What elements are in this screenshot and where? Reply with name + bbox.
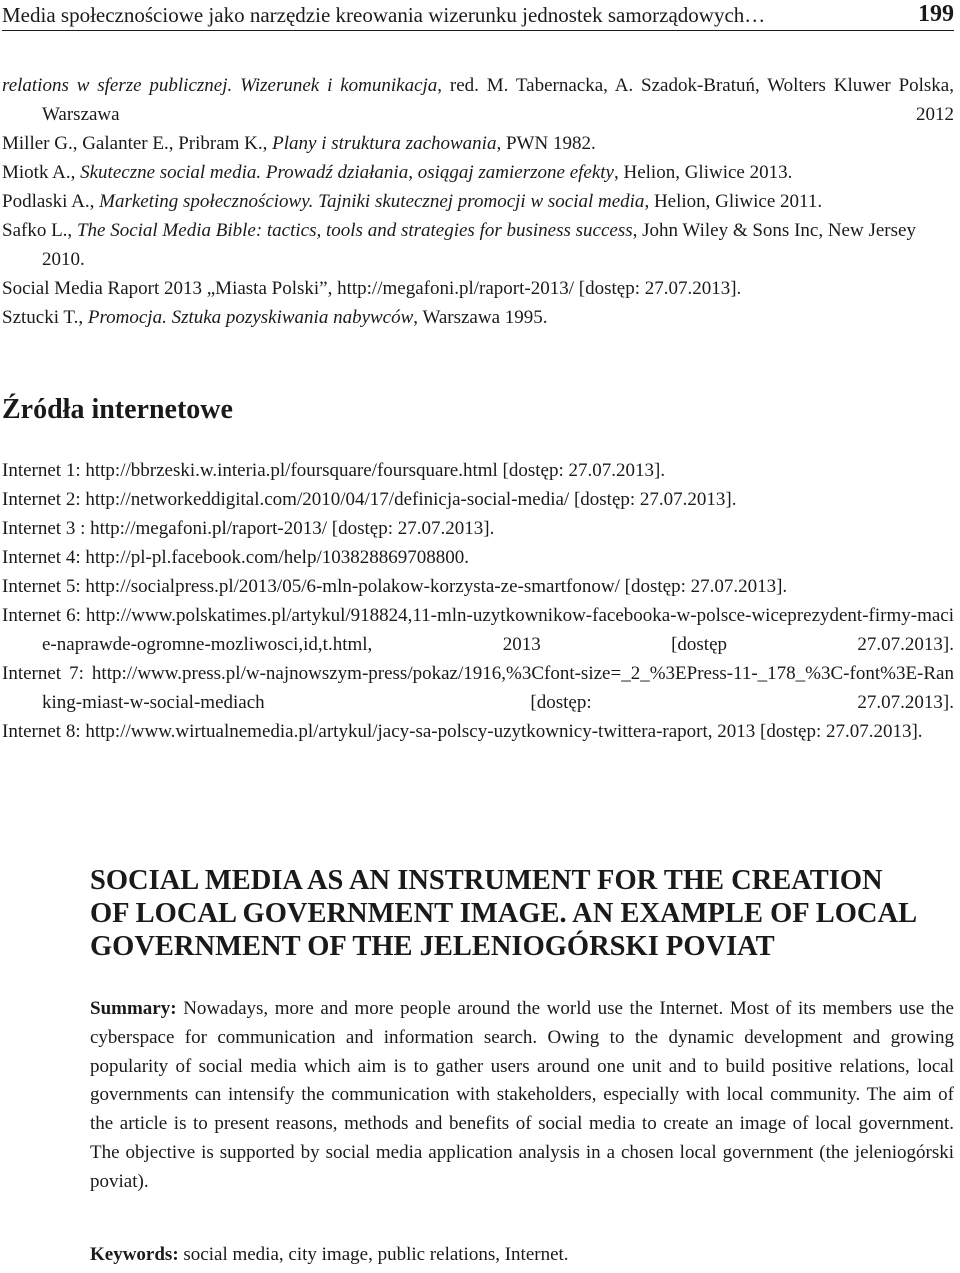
internet-source-item: Internet 2: http://networkeddigital.com/2010/04/17/definicja-social-media/ [dostęp: 27.07.2013]. [2,489,737,510]
reference-title: The Social Media Bible: tactics, tools and strategies for business success [76,220,633,241]
reference-title: relations w sferze publicznej. Wizerunek i komunikacja [2,75,438,96]
reference-title: Promocja. Sztuka pozyskiwania nabywców [87,307,414,328]
reference-item: Safko L., The Social Media Bible: tactics, tools and strategies for business success, John Wiley & Sons Inc, New Jersey 2010. [2,220,916,270]
internet-source-item: Internet 4: http://pl-pl.facebook.com/help/103828869708800. [2,547,469,568]
internet-source-item: Internet 6: http://www.polskatimes.pl/artykul/918824,11-mln-uzytkownikow-facebooka-w-polsce-wiceprezydent-firmy-macie-naprawde-ogromne-mozliwosci,id,t.html, 2013 [dostęp 27.07.2013]. [2,605,954,655]
reference-title: Skuteczne social media. Prowadź działania, osiągaj zamierzone efekty [80,162,614,183]
summary-label: Summary: [90,998,177,1019]
bibliography-list [2,71,954,332]
reference-title: Marketing społecznościowy. Tajniki skutecznej promocji w social media [99,191,645,212]
reference-title: Plany i struktura zachowania [272,133,497,154]
reference-item: Podlaski A., Marketing społecznościowy. Tajniki skutecznej promocji w social media, Helion, Gliwice 2011. [2,191,823,212]
keywords-text: social media, city image, public relations, Internet. [178,1244,569,1265]
english-title-line: SOCIAL MEDIA AS AN INSTRUMENT FOR THE CREATION [90,865,883,896]
internet-sources-list [2,456,954,746]
keywords-label: Keywords: [90,1244,179,1265]
internet-source-item: Internet 7: http://www.press.pl/w-najnowszym-press/pokaz/1916,%3Cfont-size=_2_%3EPress-11-_178_%3C-font%3E-Ranking-miast-w-social-mediach [dostęp: 27.07.2013]. [2,663,954,713]
internet-source-item: Internet 1: http://bbrzeski.w.interia.pl/foursquare/foursquare.html [dostęp: 27.07.2013]. [2,460,666,481]
summary-paragraph [90,995,954,1197]
reference-item: Miotk A., Skuteczne social media. Prowadź działania, osiągaj zamierzone efekty, Helion, Gliwice 2013. [2,162,793,183]
keywords-line [90,1241,954,1269]
internet-source-item: Internet 3 : http://megafoni.pl/raport-2013/ [dostęp: 27.07.2013]. [2,518,495,539]
english-article-title [90,864,930,963]
english-title-line: GOVERNMENT OF THE JELENIOGÓRSKI POVIAT [90,931,775,962]
reference-item: Social Media Raport 2013 „Miasta Polski”, http://megafoni.pl/raport-2013/ [dostęp: 27.07.2013]. [2,278,742,299]
running-header [2,2,954,31]
reference-item: Sztucki T., Promocja. Sztuka pozyskiwania nabywców, Warszawa 1995. [2,307,548,328]
english-title-line: OF LOCAL GOVERNMENT IMAGE. AN EXAMPLE OF LOCAL [90,898,918,929]
running-title: Media społecznościowe jako narzędzie kreowania wizerunku jednostek samorządowych… [2,3,766,27]
summary-text: Nowadays, more and more people around the world use the Internet. Most of its members use the cyberspace for communication and information search. Owing to the dynamic development and growing popularity of social media which aim is to gather users around one unit and to build positive relations, local governments can intensify the communication with stakeholders, especially with local community. The aim of the article is to present reasons, methods and benefits of social media to create an image of local government. The objective is supported by social media application analysis in a chosen local government (the jeleniogórski poviat). [90,998,954,1192]
internet-source-item: Internet 8: http://www.wirtualnemedia.pl/artykul/jacy-sa-polscy-uzytkownicy-twittera-raport, 2013 [dostęp: 27.07.2013]. [2,721,923,742]
section-heading: Źródła internetowe [2,394,233,425]
page-number: 199 [918,1,954,27]
reference-item: relations w sferze publicznej. Wizerunek i komunikacja, red. M. Tabernacka, A. Szadok-Bratuń, Wolters Kluwer Polska, Warszawa 2012 [2,75,954,125]
reference-item: Miller G., Galanter E., Pribram K., Plany i struktura zachowania, PWN 1982. [2,133,596,154]
internet-source-item: Internet 5: http://socialpress.pl/2013/05/6-mln-polakow-korzysta-ze-smartfonow/ [dostęp: 27.07.2013]. [2,576,788,597]
